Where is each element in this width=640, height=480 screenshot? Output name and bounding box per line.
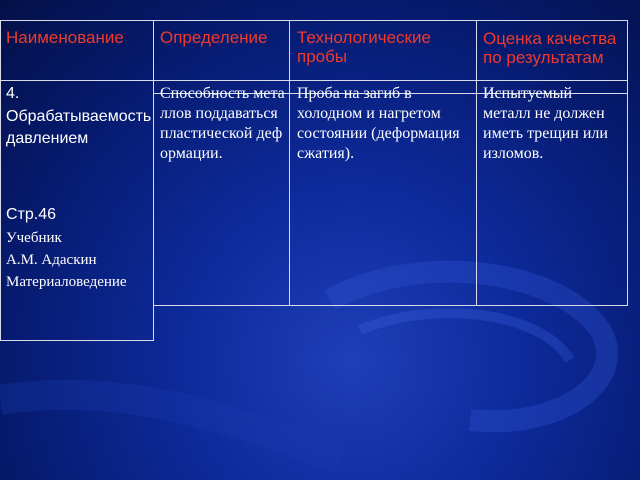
grid-line (153, 20, 154, 340)
grid-line (0, 20, 627, 21)
property-name: Обрабатываемость давлением (6, 108, 152, 147)
grid-line (0, 340, 154, 341)
header-tests: Технологические пробы (297, 28, 431, 66)
cell-tests: Проба на загиб в холодном и нагретом состоянии (деформация сжатия). (297, 85, 460, 162)
cell-definition: Способность металлов поддаваться пластической деформации. (160, 85, 285, 162)
reference-author: А.М. Адаскин (6, 252, 97, 268)
header-evaluation: Оценка качества по результатам (483, 29, 617, 67)
header-name: Наименование (6, 28, 124, 47)
cell-evaluation: Испытуемый металл не должен иметь трещин или изломов. (483, 85, 608, 162)
cell-name (6, 84, 152, 293)
grid-line (153, 305, 628, 306)
reference-page: Стр.46 (6, 206, 57, 223)
reference-title: Материаловедение (6, 274, 127, 290)
grid-line (476, 20, 477, 305)
grid-line (0, 20, 1, 340)
grid-line (289, 20, 290, 305)
row-number: 4. (6, 85, 20, 102)
reference-book: Учебник (6, 230, 62, 246)
header-definition: Определение (160, 28, 268, 47)
grid-line (627, 20, 628, 305)
